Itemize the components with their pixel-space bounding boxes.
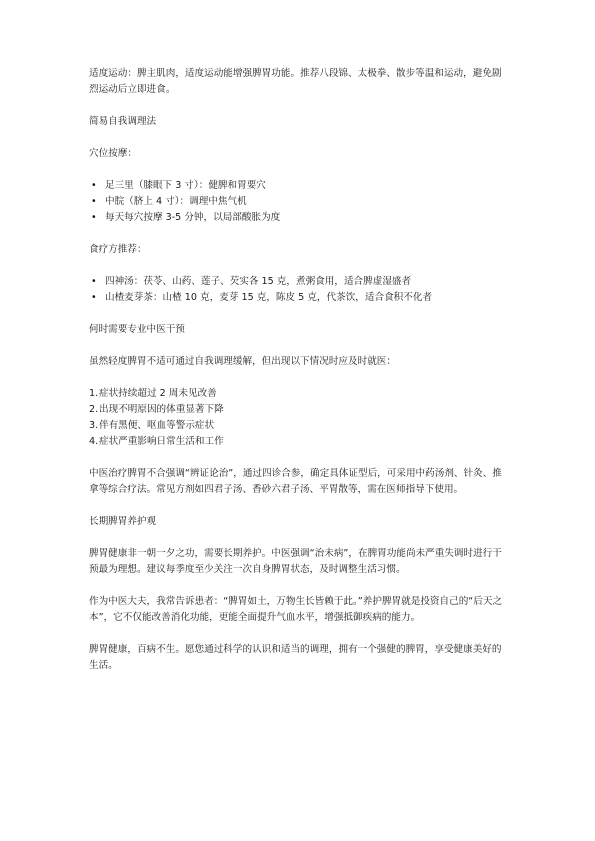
list-item: • 每天每穴按摩 3-5 分钟，以局部酸胀为度 bbox=[89, 210, 510, 226]
document-body bbox=[89, 66, 510, 690]
tcm-treatment-paragraph: 中医治疗脾胃不合强调“辨证论治”，通过四诊合参，确定具体证型后，可采用中药汤剂、针灸、推拿等综合疗法。常见方剂如四君子汤、香砂六君子汤、平胃散等，需在医师指导下使用。 bbox=[89, 468, 502, 495]
warning-signs-list bbox=[89, 386, 510, 450]
list-item: • 足三里（膝眼下 3 寸）：健脾和胃要穴 bbox=[89, 178, 510, 194]
list-item bbox=[89, 418, 510, 434]
diet-heading: 食疗方推荐： bbox=[89, 244, 147, 255]
when-heading: 何时需要专业中医干预 bbox=[89, 324, 185, 335]
acupoint-heading: 穴位按摩： bbox=[89, 148, 137, 159]
longterm-paragraph-1: 脾胃健康非一朝一夕之功，需要长期养护。中医强调“治未病”，在脾胃功能尚未严重失调时进行干预最为理想。建议每季度至少关注一次自身脾胃状态，及时调整生活习惯。 bbox=[89, 548, 502, 575]
diet-list bbox=[89, 274, 510, 306]
list-item-text: 出现不明原因的体重显著下降 bbox=[99, 404, 224, 415]
list-item-text: 症状严重影响日常生活和工作 bbox=[99, 436, 224, 447]
self-care-heading: 简易自我调理法 bbox=[89, 116, 157, 127]
list-item: • 山楂麦芽茶：山楂 10 克，麦芽 15 克，陈皮 5 克，代茶饮，适合食积不化者 bbox=[89, 290, 510, 306]
list-number: 1. bbox=[89, 388, 99, 399]
list-item bbox=[89, 434, 510, 450]
longterm-paragraph-2: 作为中医大夫，我常告诉患者：“脾胃如土，万物生长皆赖于此。”养护脾胃就是投资自己的“后天之本”，它不仅能改善消化功能，更能全面提升气血水平，增强抵御疾病的能力。 bbox=[89, 596, 503, 623]
longterm-heading: 长期脾胃养护观 bbox=[89, 516, 157, 527]
list-item: • 四神汤：茯苓、山药、莲子、芡实各 15 克，煮粥食用，适合脾虚湿盛者 bbox=[89, 274, 510, 290]
list-item-text: 伴有黑便、呕血等警示症状 bbox=[99, 420, 215, 431]
list-item: • 中脘（脐上 4 寸）：调理中焦气机 bbox=[89, 194, 510, 210]
list-number: 4. bbox=[89, 436, 99, 447]
list-item bbox=[89, 386, 510, 402]
list-number: 2. bbox=[89, 404, 99, 415]
when-intro-paragraph: 虽然轻度脾胃不适可通过自我调理缓解，但出现以下情况时应及时就医： bbox=[89, 356, 396, 367]
acupoint-list bbox=[89, 178, 510, 226]
exercise-paragraph: 适度运动：脾主肌肉，适度运动能增强脾胃功能。推荐八段锦、太极拳、散步等温和运动，避免剧烈运动后立即进食。 bbox=[89, 68, 502, 95]
list-item bbox=[89, 402, 510, 418]
list-item-text: 症状持续超过 2 周未见改善 bbox=[99, 388, 217, 399]
list-number: 3. bbox=[89, 420, 99, 431]
closing-paragraph: 脾胃健康，百病不生。愿您通过科学的认识和适当的调理，拥有一个强健的脾胃，享受健康美好的生活。 bbox=[89, 644, 502, 671]
